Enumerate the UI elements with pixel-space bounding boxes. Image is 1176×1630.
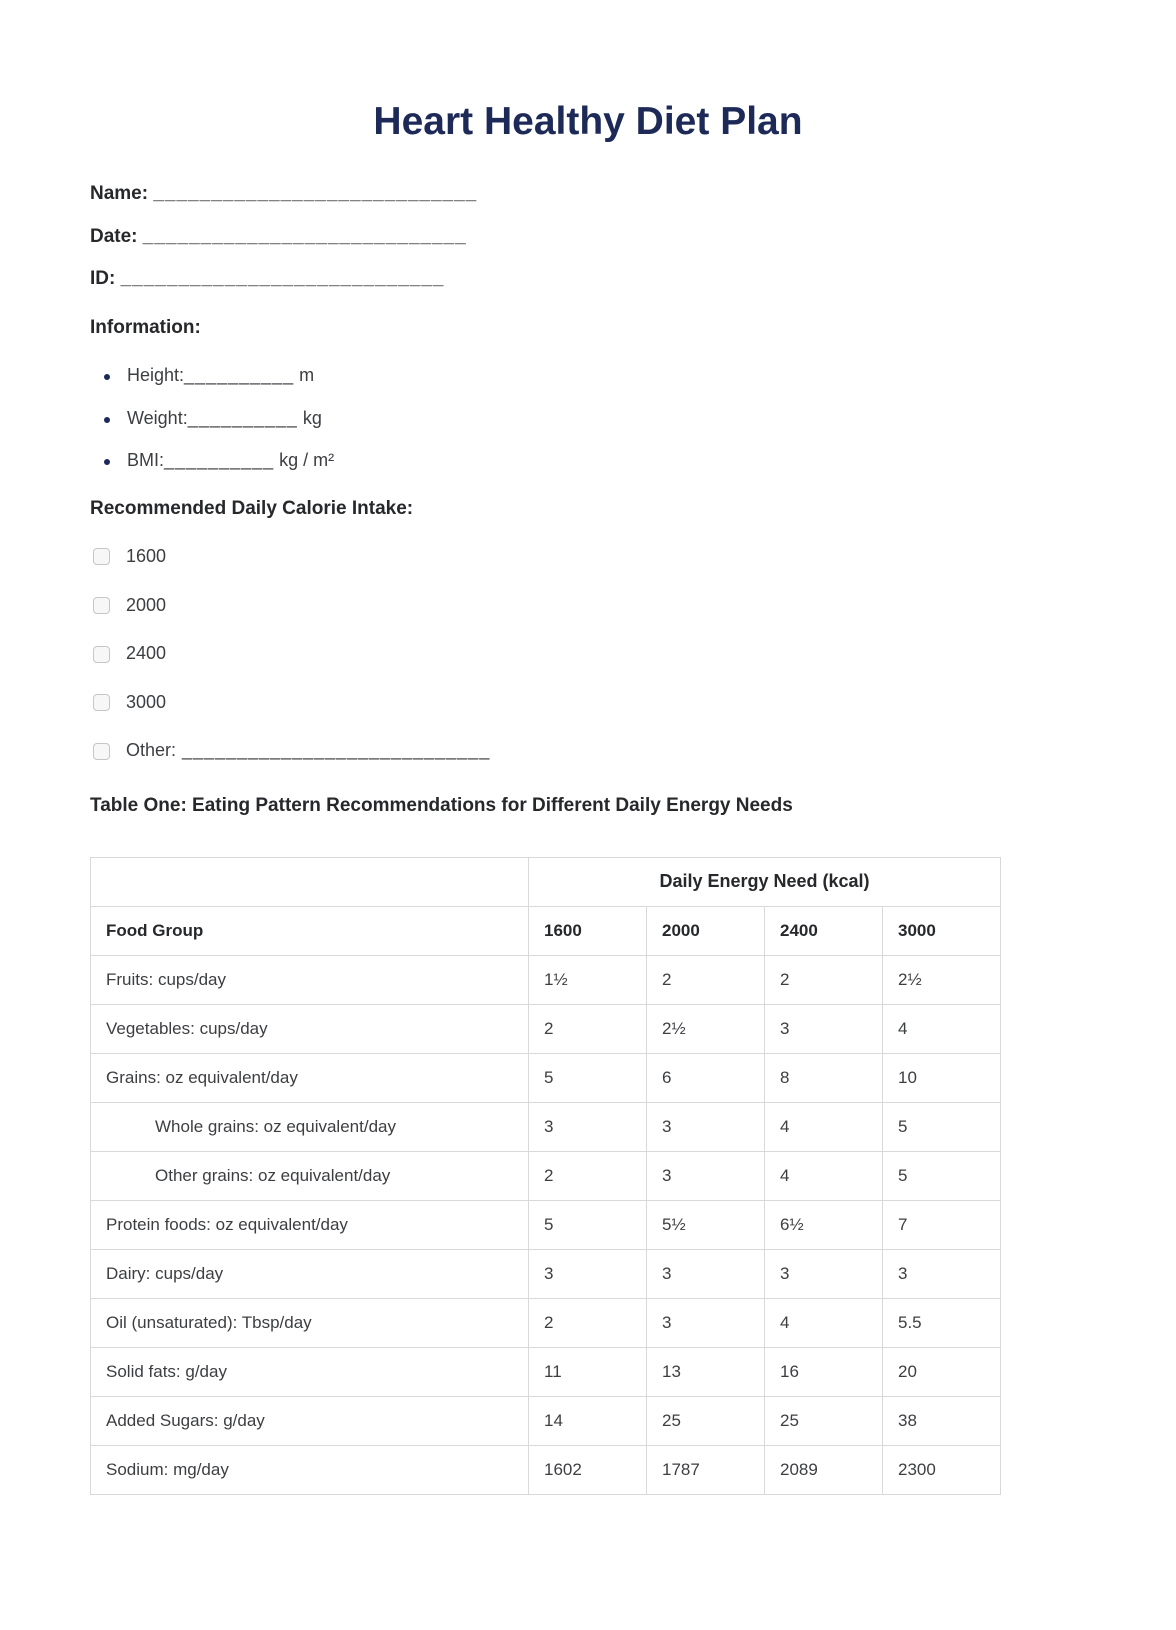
energy-header-cell-3000: 3000 bbox=[883, 906, 1001, 955]
value-cell: 5.5 bbox=[883, 1298, 1001, 1347]
value-cell: 38 bbox=[883, 1396, 1001, 1445]
value-cell: 5 bbox=[529, 1053, 647, 1102]
page-title: Heart Healthy Diet Plan bbox=[373, 100, 803, 143]
table-column-header-row bbox=[91, 906, 1001, 955]
value-cell: 16 bbox=[765, 1347, 883, 1396]
value-cell: 6 bbox=[647, 1053, 765, 1102]
value-cell: 3 bbox=[765, 1004, 883, 1053]
food-group-cell: Grains: oz equivalent/day bbox=[91, 1053, 529, 1102]
bmi-blank-line: __________ bbox=[164, 450, 275, 471]
bullet-icon bbox=[104, 417, 110, 423]
value-cell: 2 bbox=[765, 955, 883, 1004]
value-cell: 8 bbox=[765, 1053, 883, 1102]
checkbox-icon[interactable] bbox=[93, 597, 110, 614]
value-cell: 1602 bbox=[529, 1445, 647, 1494]
table-row bbox=[91, 955, 1001, 1004]
food-group-header-cell: Food Group bbox=[91, 906, 529, 955]
value-cell: 5 bbox=[883, 1102, 1001, 1151]
value-cell: 1787 bbox=[647, 1445, 765, 1494]
value-cell: 3 bbox=[647, 1151, 765, 1200]
food-group-cell: Added Sugars: g/day bbox=[91, 1396, 529, 1445]
corner-cell bbox=[91, 857, 529, 906]
height-unit: m bbox=[294, 365, 315, 386]
food-group-cell: Solid fats: g/day bbox=[91, 1347, 529, 1396]
date-blank-line: ____________________________ bbox=[142, 225, 467, 247]
value-cell: 2 bbox=[529, 1004, 647, 1053]
option-label-2000: 2000 bbox=[126, 594, 167, 615]
height-label: Height: bbox=[127, 365, 185, 386]
option-label-other: Other: bbox=[126, 740, 177, 761]
calorie-intake-heading: Recommended Daily Calorie Intake: bbox=[90, 498, 414, 520]
table-row bbox=[91, 1249, 1001, 1298]
value-cell: 2 bbox=[529, 1298, 647, 1347]
calorie-option-2000[interactable] bbox=[90, 595, 1086, 617]
calorie-option-1600[interactable] bbox=[90, 546, 1086, 568]
table-row bbox=[91, 1396, 1001, 1445]
value-cell: 20 bbox=[883, 1347, 1001, 1396]
option-label-1600: 1600 bbox=[126, 546, 167, 567]
height-item bbox=[104, 365, 1086, 387]
table-row bbox=[91, 1200, 1001, 1249]
value-cell: 5 bbox=[883, 1151, 1001, 1200]
food-group-cell: Whole grains: oz equivalent/day bbox=[91, 1102, 529, 1151]
weight-item bbox=[104, 408, 1086, 430]
energy-header-cell-1600: 1600 bbox=[529, 906, 647, 955]
table-row bbox=[91, 1151, 1001, 1200]
height-blank-line: __________ bbox=[184, 365, 295, 386]
identity-fields bbox=[90, 183, 1086, 291]
name-label: Name: bbox=[90, 182, 154, 204]
value-cell: 2 bbox=[647, 955, 765, 1004]
table-row bbox=[91, 1053, 1001, 1102]
checkbox-icon[interactable] bbox=[93, 548, 110, 565]
bullet-icon bbox=[104, 459, 110, 465]
food-group-cell: Other grains: oz equivalent/day bbox=[91, 1151, 529, 1200]
value-cell: 25 bbox=[765, 1396, 883, 1445]
calorie-options bbox=[90, 546, 1086, 762]
weight-label: Weight: bbox=[127, 407, 188, 428]
group-header-cell: Daily Energy Need (kcal) bbox=[529, 857, 1001, 906]
value-cell: 3 bbox=[647, 1102, 765, 1151]
information-list bbox=[104, 365, 1086, 472]
value-cell: 2 bbox=[529, 1151, 647, 1200]
value-cell: 2½ bbox=[883, 955, 1001, 1004]
checkbox-icon[interactable] bbox=[93, 646, 110, 663]
bmi-item bbox=[104, 450, 1086, 472]
table-row bbox=[91, 1102, 1001, 1151]
table-group-header-row bbox=[91, 857, 1001, 906]
id-label: ID: bbox=[90, 268, 121, 290]
calorie-option-2400[interactable] bbox=[90, 643, 1086, 665]
value-cell: 3 bbox=[529, 1102, 647, 1151]
calorie-option-3000[interactable] bbox=[90, 692, 1086, 714]
value-cell: 5½ bbox=[647, 1200, 765, 1249]
weight-unit: kg bbox=[297, 407, 322, 428]
date-field bbox=[90, 226, 1086, 249]
weight-blank-line: __________ bbox=[187, 407, 298, 428]
value-cell: 4 bbox=[765, 1151, 883, 1200]
information-heading: Information: bbox=[90, 317, 201, 339]
bmi-label: BMI: bbox=[127, 450, 165, 471]
value-cell: 4 bbox=[765, 1298, 883, 1347]
value-cell: 5 bbox=[529, 1200, 647, 1249]
value-cell: 2089 bbox=[765, 1445, 883, 1494]
value-cell: 3 bbox=[647, 1249, 765, 1298]
bullet-icon bbox=[104, 374, 110, 380]
value-cell: 1½ bbox=[529, 955, 647, 1004]
option-label-3000: 3000 bbox=[126, 691, 167, 712]
eating-pattern-table bbox=[90, 857, 1001, 1495]
table-row bbox=[91, 1347, 1001, 1396]
table-one-caption: Table One: Eating Pattern Recommendations for Different Daily Energy Needs bbox=[90, 794, 793, 816]
value-cell: 25 bbox=[647, 1396, 765, 1445]
value-cell: 11 bbox=[529, 1347, 647, 1396]
value-cell: 10 bbox=[883, 1053, 1001, 1102]
calorie-option-other[interactable] bbox=[90, 740, 1086, 762]
energy-header-cell-2400: 2400 bbox=[765, 906, 883, 955]
option-label-2400: 2400 bbox=[126, 643, 167, 664]
value-cell: 3 bbox=[529, 1249, 647, 1298]
value-cell: 4 bbox=[883, 1004, 1001, 1053]
food-group-cell: Dairy: cups/day bbox=[91, 1249, 529, 1298]
id-blank-line: ____________________________ bbox=[120, 268, 445, 290]
value-cell: 3 bbox=[647, 1298, 765, 1347]
value-cell: 14 bbox=[529, 1396, 647, 1445]
table-row bbox=[91, 1445, 1001, 1494]
value-cell: 2½ bbox=[647, 1004, 765, 1053]
food-group-cell: Oil (unsaturated): Tbsp/day bbox=[91, 1298, 529, 1347]
checkbox-icon[interactable] bbox=[93, 694, 110, 711]
food-group-cell: Fruits: cups/day bbox=[91, 955, 529, 1004]
table-row bbox=[91, 1004, 1001, 1053]
value-cell: 13 bbox=[647, 1347, 765, 1396]
value-cell: 3 bbox=[765, 1249, 883, 1298]
value-cell: 6½ bbox=[765, 1200, 883, 1249]
checkbox-icon[interactable] bbox=[93, 743, 110, 760]
bmi-unit: kg / m² bbox=[274, 450, 335, 471]
id-field bbox=[90, 268, 1086, 291]
food-group-cell: Protein foods: oz equivalent/day bbox=[91, 1200, 529, 1249]
value-cell: 2300 bbox=[883, 1445, 1001, 1494]
date-label: Date: bbox=[90, 225, 143, 247]
name-field bbox=[90, 183, 1086, 206]
energy-header-cell-2000: 2000 bbox=[647, 906, 765, 955]
food-group-cell: Vegetables: cups/day bbox=[91, 1004, 529, 1053]
other-blank-line: ____________________________ bbox=[182, 740, 491, 761]
value-cell: 7 bbox=[883, 1200, 1001, 1249]
value-cell: 4 bbox=[765, 1102, 883, 1151]
name-blank-line: ____________________________ bbox=[153, 182, 478, 204]
table-row bbox=[91, 1298, 1001, 1347]
value-cell: 3 bbox=[883, 1249, 1001, 1298]
food-group-cell: Sodium: mg/day bbox=[91, 1445, 529, 1494]
